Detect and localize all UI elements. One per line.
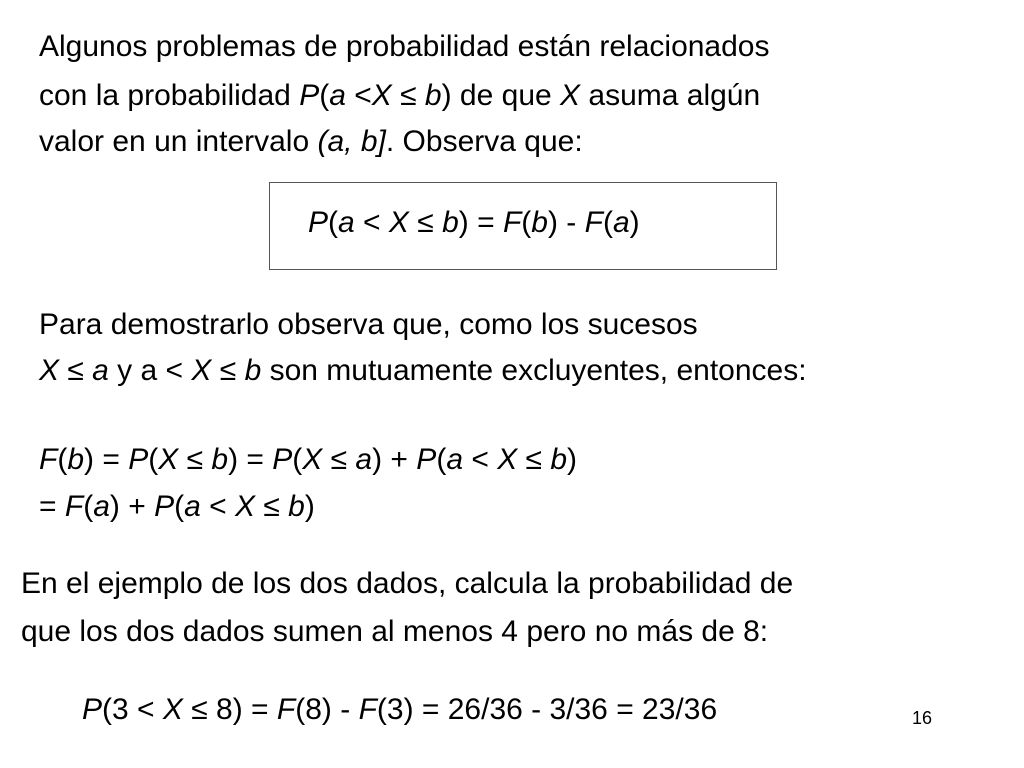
p-X: X — [39, 354, 60, 387]
d2-a: a — [93, 490, 110, 523]
d1-b3: b — [550, 443, 568, 476]
d1-P2: P — [272, 443, 293, 476]
f-open3: ( — [602, 206, 613, 239]
example-line-2 — [21, 614, 768, 650]
r-F1: F — [276, 693, 296, 726]
d2-le: ≤ — [254, 490, 289, 523]
d2-open2: ( — [174, 490, 185, 523]
d1-a: a — [355, 443, 373, 476]
derivation-line-1 — [39, 442, 577, 478]
d1-F: F — [39, 443, 58, 476]
f-F2: F — [584, 206, 603, 239]
symbol-le: ≤ — [391, 79, 425, 112]
d1-le3: ≤ — [517, 443, 551, 476]
f-X: X — [388, 206, 409, 239]
intro-text-3-pre: valor en un intervalo — [39, 125, 318, 158]
f-open1: ( — [328, 206, 339, 239]
d2-plus: ) + — [109, 490, 155, 523]
d1-eq2: ) = — [228, 443, 273, 476]
f-a2: a — [612, 206, 630, 239]
p-b: b — [244, 354, 262, 387]
d1-eq1: ) = — [84, 443, 129, 476]
paren-open: ( — [319, 79, 330, 112]
d1-le1: ≤ — [178, 443, 212, 476]
f-close-minus: ) - — [547, 206, 585, 239]
paren-close: ) — [441, 79, 452, 112]
d1-b2: b — [211, 443, 229, 476]
d1-open2: ( — [148, 443, 159, 476]
p-X2: X — [191, 354, 212, 387]
symbol-b: b — [424, 79, 442, 112]
d2-F: F — [64, 490, 84, 523]
d2-b: b — [288, 490, 305, 523]
r-open: (3 < — [102, 693, 163, 726]
d1-close: ) — [567, 443, 578, 476]
p-lt: < — [165, 354, 192, 387]
d1-X2: X — [302, 443, 323, 476]
interval-ab: (a, b] — [317, 125, 386, 158]
d1-open4: ( — [436, 443, 447, 476]
d1-lt: < — [463, 443, 498, 476]
intro-text-3-post: . Observa que: — [385, 125, 583, 158]
symbol-X: X — [371, 79, 392, 112]
intro-text-2-pre: con la probabilidad — [39, 79, 300, 112]
p-le: ≤ — [59, 354, 93, 387]
example-text-1: En el ejemplo de los dos dados, calcula la probabilidad de — [21, 567, 794, 600]
f-close3: ) — [629, 206, 640, 239]
f-P: P — [308, 206, 329, 239]
intro-line-2 — [39, 78, 760, 114]
symbol-P: P — [299, 79, 320, 112]
intro-text-2-post: asuma algún — [580, 79, 761, 112]
example-text-2: que los dos dados sumen al menos 4 pero no más de 8: — [21, 615, 769, 648]
p-y-a: y a — [108, 354, 166, 387]
r-P: P — [82, 693, 103, 726]
symbol-a: a — [329, 79, 346, 112]
d1-b: b — [67, 443, 85, 476]
d2-open: ( — [83, 490, 94, 523]
d2-P: P — [154, 490, 175, 523]
d1-open3: ( — [292, 443, 303, 476]
intro-text-1: Algunos problemas de probabilidad están relacionados — [39, 30, 770, 63]
intro-text-2-mid: de que — [451, 79, 561, 112]
f-lt: < — [354, 206, 389, 239]
page-number: 16 — [912, 708, 933, 728]
p-le2: ≤ — [211, 354, 245, 387]
intro-line-1 — [39, 29, 770, 65]
d1-P1: P — [128, 443, 149, 476]
r-tail: (3) = 26/36 - 3/36 = 23/36 — [376, 693, 718, 726]
d1-a2: a — [446, 443, 463, 476]
proof-text-1: Para demostrarlo observa que, como los sucesos — [39, 308, 698, 341]
r-F2: F — [358, 693, 377, 726]
derivation-line-2 — [39, 489, 315, 525]
symbol-lt: < — [345, 79, 372, 112]
symbol-X-2: X — [560, 79, 581, 112]
f-b: b — [442, 206, 459, 239]
d1-P3: P — [416, 443, 437, 476]
d1-X3: X — [497, 443, 518, 476]
intro-line-3 — [39, 124, 583, 160]
f-b2: b — [531, 206, 548, 239]
boxed-formula — [308, 205, 640, 241]
d2-a2: a — [184, 490, 201, 523]
proof-line-2 — [39, 353, 807, 389]
proof-text-2-post: son mutuamente excluyentes, entonces: — [261, 354, 807, 387]
r-mid: (8) - — [295, 693, 359, 726]
p-a: a — [92, 354, 109, 387]
example-line-1 — [21, 566, 793, 602]
d2-X: X — [234, 490, 255, 523]
f-le: ≤ — [408, 206, 443, 239]
d1-plus: ) + — [372, 443, 417, 476]
f-a: a — [338, 206, 355, 239]
r-le: ≤ 8) = — [182, 693, 277, 726]
f-F1: F — [502, 206, 522, 239]
r-X: X — [162, 693, 183, 726]
d2-eq: = — [39, 490, 65, 523]
d2-lt: < — [200, 490, 235, 523]
f-close-eq: ) = — [458, 206, 503, 239]
f-open2: ( — [521, 206, 532, 239]
d1-le2: ≤ — [322, 443, 356, 476]
d1-open: ( — [57, 443, 68, 476]
result-formula — [82, 692, 717, 728]
d1-X1: X — [158, 443, 179, 476]
proof-line-1 — [39, 307, 698, 343]
d2-close: ) — [304, 490, 315, 523]
